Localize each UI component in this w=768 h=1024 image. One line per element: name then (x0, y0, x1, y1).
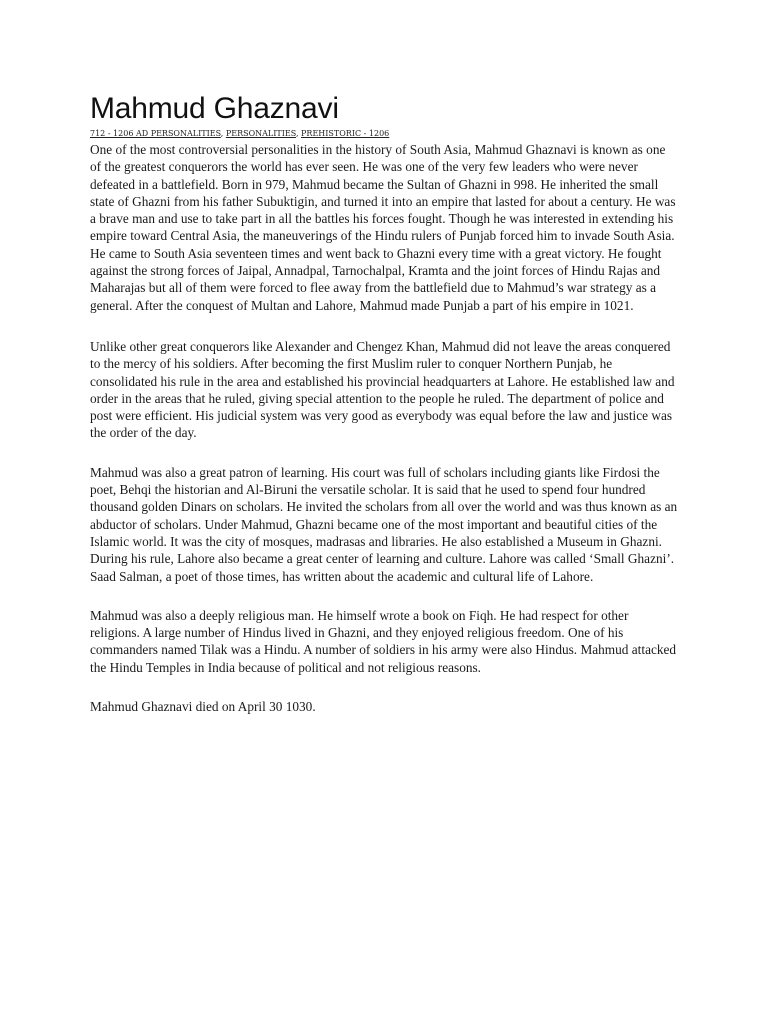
document-page (90, 90, 678, 739)
paragraph-administration: Unlike other great conquerors like Alexander and Chengez Khan, Mahmud did not leave the areas conquered to the mercy of his soldiers. After becoming the first Muslim ruler to conquer Northern Punjab, he consolidated his rule in the area and established his provincial headquarters at Lahore. He established law and order in the areas that he ruled, giving special attention to the people he ruled. The department of police and post were efficient. His judicial system was very good as everybody was equal before the law and justice was the order of the day. (90, 338, 675, 441)
paragraph-patron-of-learning: Mahmud was also a great patron of learning. His court was full of scholars including giants like Firdosi the poet, Behqi the historian and Al-Biruni the versatile scholar. It is said that he used to spend four hundred thousand golden Dinars on scholars. He invited the scholars from all over the world and was thus known as an abductor of scholars. Under Mahmud, Ghazni became one of the most important and beautiful cities of the Islamic world. It was the city of mosques, madrasas and libraries. He also established a Museum in Ghazni. During his rule, Lahore also became a great center of learning and culture. Lahore was called ‘Small Ghazni’. Saad Salman, a poet of those times, has written about the academic and cultural life of Lahore. (90, 464, 678, 584)
paragraph-religion: Mahmud was also a deeply religious man. He himself wrote a book on Fiqh. He had respect for other religions. A large number of Hindus lived in Ghazni, and they enjoyed religious freedom. One of his commanders named Tilak was a Hindu. A number of soldiers in his army were also Hindus. Mahmud attacked the Hindu Temples in India because of political and not religious reasons. (90, 607, 677, 675)
category-link-personalities[interactable]: PERSONALITIES (225, 129, 296, 138)
category-links (90, 128, 678, 139)
page-title: Mahmud Ghaznavi (90, 92, 339, 125)
paragraph-biography: One of the most controversial personalities in the history of South Asia, Mahmud Ghaznavi is known as one of the greatest conquerors the world has ever seen. He was one of the very few leaders who were never defeated in a battlefield. Born in 979, Mahmud became the Sultan of Ghazni in 998. He inherited the small state of Ghazni from his father Subuktigin, and turned it into an empire that lasted for about a century. He was a brave man and use to take part in all the battles his forces fought. Though he was interested in extending his empire toward Central Asia, the maneuverings of the Hindu rulers of Punjab forced him to invade South Asia. He came to South Asia seventeen times and went back to Ghazni every time with a great victory. He fought against the strong forces of Jaipal, Annadpal, Tarnochalpal, Kramta and the joint forces of Hindu Rajas and Maharajas but all of them were forced to flee away from the battlefield due to Mahmud’s war strategy as a general. After the conquest of Multan and Lahore, Mahmud made Punjab a part of his empire in 1021. (90, 142, 676, 313)
category-separator: , (220, 129, 226, 138)
category-separator: , (295, 129, 302, 138)
category-link-prehistoric-1206[interactable]: PREHISTORIC - 1206 (301, 129, 390, 138)
category-link-712-1206-ad-personalities[interactable]: 712 - 1206 AD PERSONALITIES (90, 129, 221, 138)
paragraph-death: Mahmud Ghaznavi died on April 30 1030. (90, 699, 316, 715)
